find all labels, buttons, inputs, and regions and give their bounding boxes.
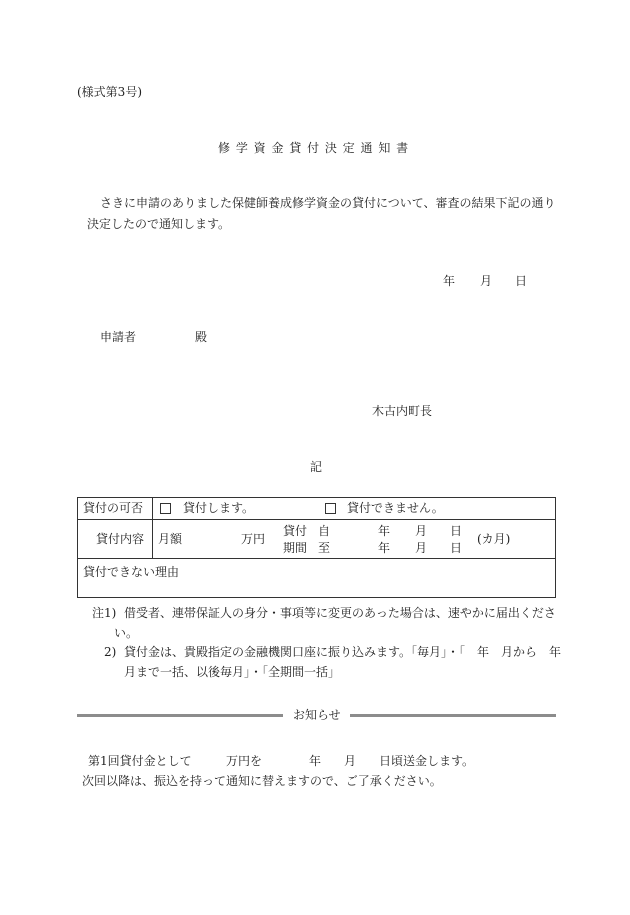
period-from-label: 自 [318,524,331,538]
notice-amount-unit: 万円を [226,754,263,768]
to-year-label: 年 [378,541,391,555]
note-1-line-2: い。 [114,626,139,640]
note-2-marker: 2) [104,645,117,659]
note-1-line-1: 借受者、連帯保証人の身分・事項等に変更のあった場合は、速やかに届出くださ [124,606,556,620]
rejection-reason-label: 貸付できない理由 [83,565,180,579]
monthly-amount-label: 月額 [158,532,183,546]
note-2-line-1: 貸付金は、貴殿指定の金融機関口座に振り込みます。「毎月」・「 年 月から 年 [124,645,562,659]
months-count-label: (カ月) [477,532,511,546]
notice-heading: お知らせ [293,708,341,722]
notice-year-label: 年 [309,754,322,768]
from-year-label: 年 [378,524,391,538]
divider-rule-right [350,714,556,717]
table-row-divider [78,558,555,559]
table-row-divider [78,519,555,520]
option-lend-no: 貸付できません。 [347,501,444,515]
table-column-divider [152,498,153,558]
option-lend-yes: 貸付します。 [183,501,255,515]
notice-day-remit-label: 日頃送金します。 [379,754,475,768]
checkbox-lend-yes-icon [160,503,171,514]
divider-rule-left [77,714,283,717]
issuer-name: 木古内町長 [372,404,433,418]
note-2-line-2: 月まで一括、以後毎月」・「全期間一括」 [124,665,341,679]
intro-line-2: 決定したので通知します。 [87,217,231,231]
intro-line-1: さきに申請のありました保健師養成修学資金の貸付について、審査の結果下記の通り [100,196,556,210]
notice-first-payment-label: 第1回貸付金として [88,754,192,768]
date-day-label: 日 [515,274,528,288]
notice-line-2: 次回以降は、振込を持って通知に替えますので、ご了承ください。 [82,774,442,788]
date-month-label: 月 [480,274,493,288]
to-day-label: 日 [450,541,463,555]
to-month-label: 月 [415,541,428,555]
period-label-bottom: 期間 [283,541,308,555]
approval-label: 貸付の可否 [83,501,144,515]
document-title: 修 学 資 金 貸 付 決 定 通 知 書 [218,141,410,155]
date-year-label: 年 [443,274,456,288]
period-to-label: 至 [318,541,331,555]
content-label: 貸付内容 [96,532,145,546]
loan-decision-table [77,497,556,598]
note-1-marker: 注1) [92,606,117,620]
from-month-label: 月 [415,524,428,538]
checkbox-lend-no-icon [325,503,336,514]
applicant-honorific: 殿 [195,330,208,344]
applicant-label: 申請者 [100,330,137,344]
period-label-top: 貸付 [283,524,308,538]
from-day-label: 日 [450,524,463,538]
notice-month-label: 月 [344,754,357,768]
ki-heading: 記 [310,460,323,474]
amount-unit-label: 万円 [241,532,266,546]
form-number: (様式第3号) [77,85,142,99]
